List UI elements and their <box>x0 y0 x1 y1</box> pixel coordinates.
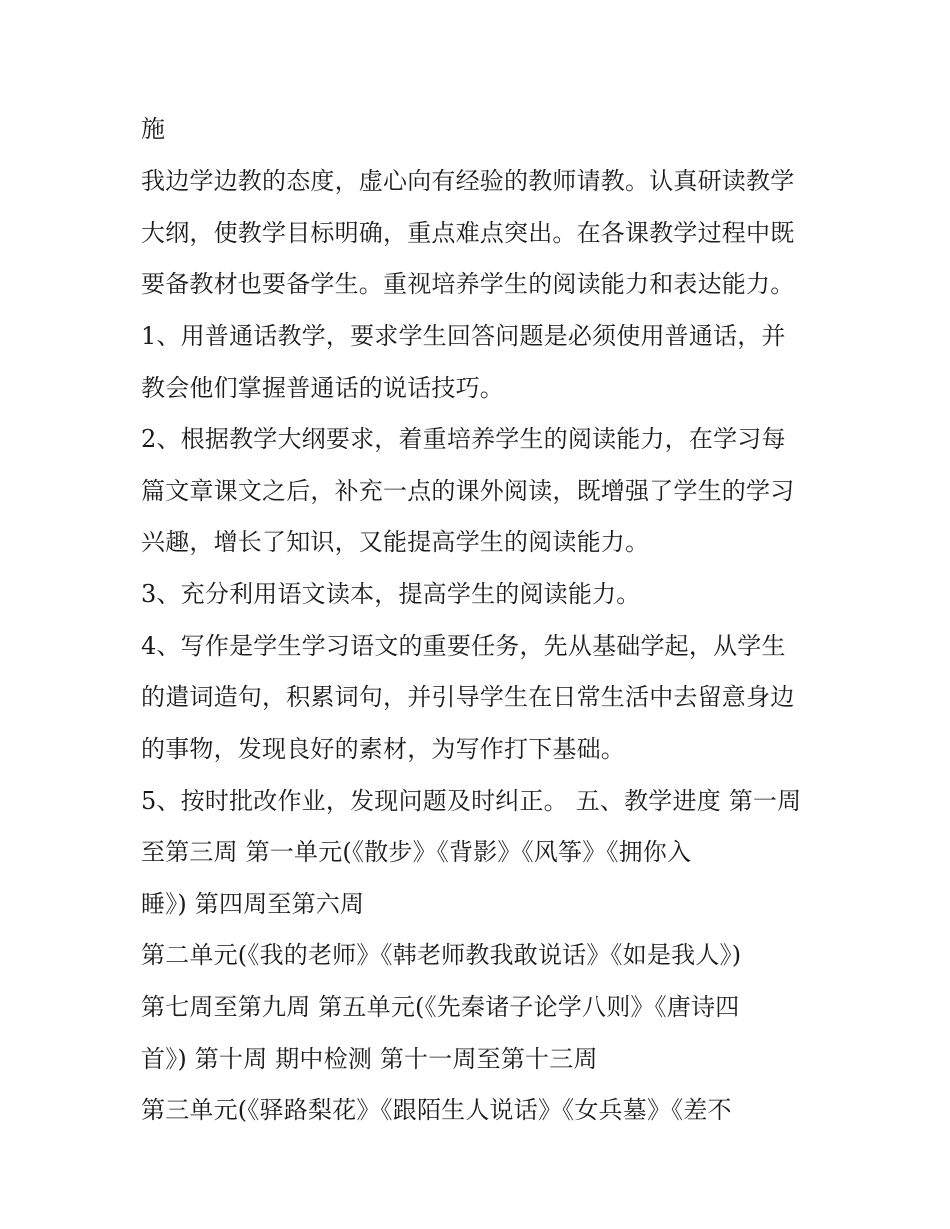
text-line-18: 第七周至第九周 第五单元(《先秦诸子论学八则》《唐诗四 <box>141 993 740 1021</box>
text-line-3: 大纲，使教学目标明确，重点难点突出。在各课教学过程中既 <box>141 219 795 247</box>
text-line-17: 第二单元(《我的老师》《韩老师教我敢说话》《如是我人》) <box>141 941 742 969</box>
text-line-7: 2、根据教学大纲要求，着重培养学生的阅读能力，在学习每 <box>141 425 786 453</box>
text-line-9: 兴趣，增长了知识，又能提高学生的阅读能力。 <box>141 528 650 556</box>
text-line-16: 睡》) 第四周至第六周 <box>141 890 365 918</box>
text-line-8: 篇文章课文之后，补充一点的课外阅读，既增强了学生的学习 <box>141 477 795 505</box>
text-line-6: 教会他们掌握普通话的说话技巧。 <box>141 374 504 402</box>
text-line-19: 首》) 第十周 期中检测 第十一周至第十三周 <box>141 1045 598 1073</box>
text-line-12: 的遣词造句，积累词句，并引导学生在日常生活中去留意身边 <box>141 683 795 711</box>
text-line-15: 至第三周 第一单元(《散步》《背影》《风筝》《拥你入 <box>141 838 692 866</box>
text-line-1: 施 <box>141 115 166 143</box>
text-line-4: 要备教材也要备学生。重视培养学生的阅读能力和表达能力。 <box>141 270 795 298</box>
text-line-10: 3、充分利用语文读本，提高学生的阅读能力。 <box>141 580 641 608</box>
text-line-20: 第三单元(《驿路梨花》《跟陌生人说话》《女兵墓》《差不 <box>141 1096 732 1124</box>
text-line-13: 的事物，发现良好的素材，为写作打下基础。 <box>141 735 625 763</box>
text-line-5: 1、用普通话教学，要求学生回答问题是必须使用普通话，并 <box>141 322 786 350</box>
text-line-11: 4、写作是学生学习语文的重要任务，先从基础学起，从学生 <box>141 632 786 660</box>
text-line-2: 我边学边教的态度，虚心向有经验的教师请教。认真研读教学 <box>141 167 795 195</box>
text-line-14: 5、按时批改作业，发现问题及时纠正。 五、教学进度 第一周 <box>141 787 802 815</box>
